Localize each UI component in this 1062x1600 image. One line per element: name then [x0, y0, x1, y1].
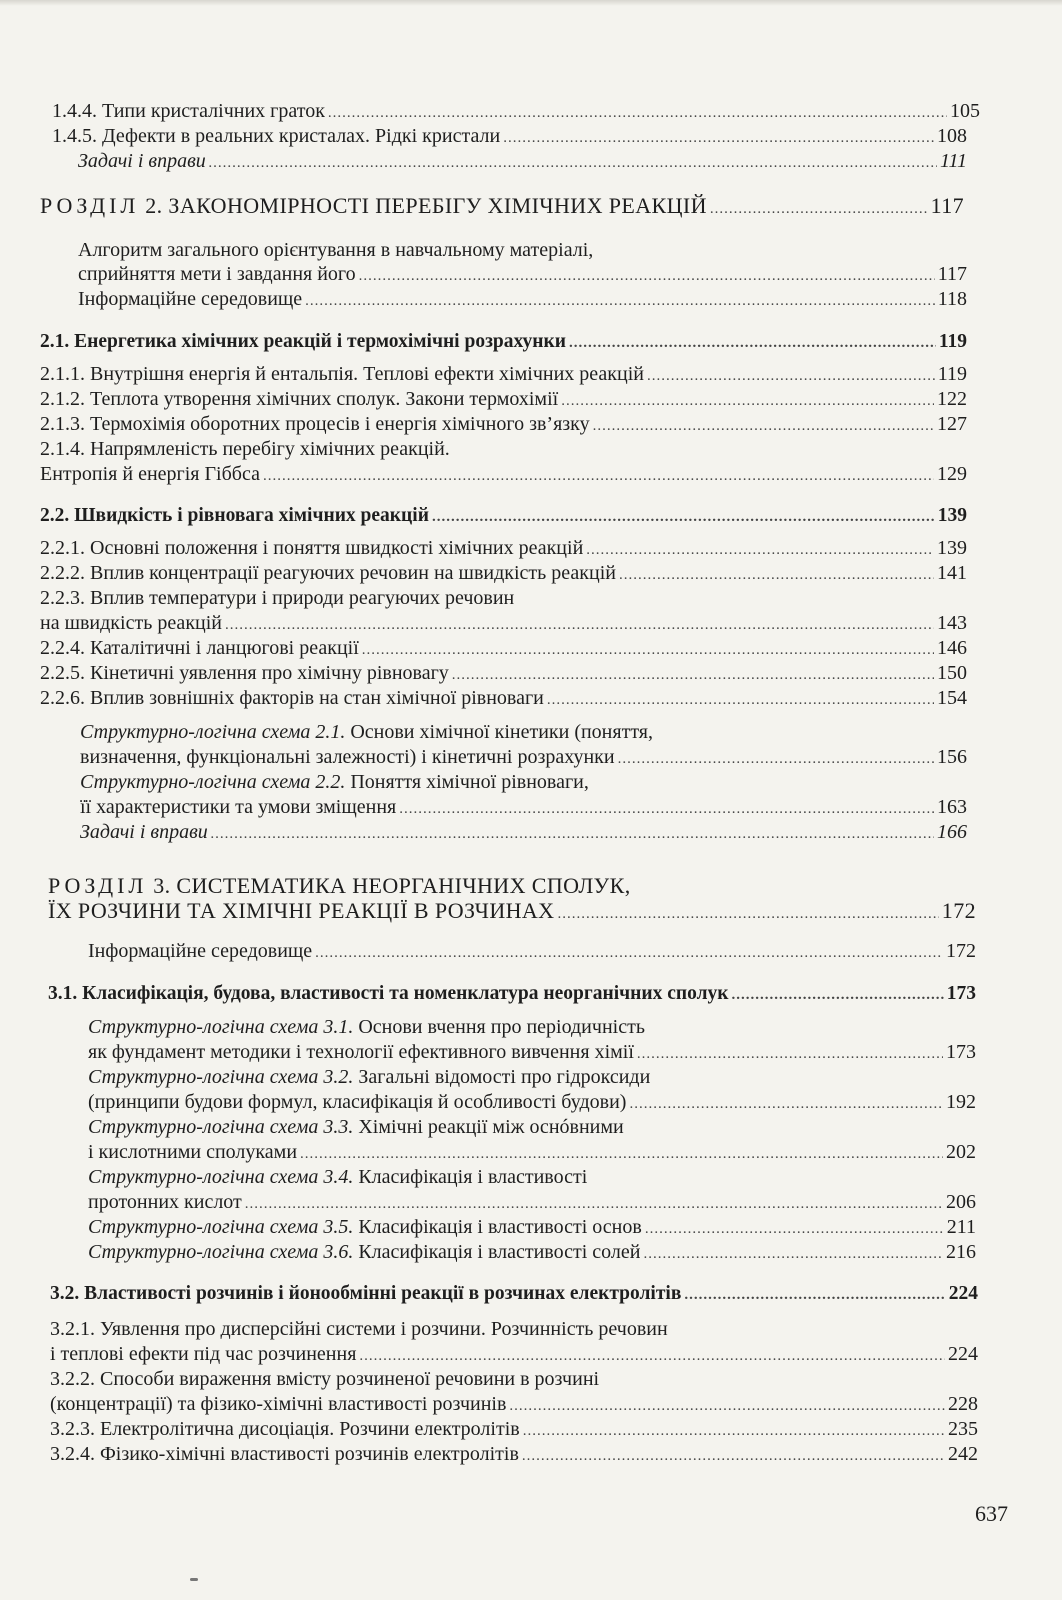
dot-leader: [561, 393, 934, 410]
entry-page: 146: [937, 637, 967, 659]
scheme-label: Структурно-логічна схема 3.3.: [88, 1116, 354, 1138]
toc-entry: [50, 1443, 978, 1466]
dot-leader: [557, 906, 938, 923]
entry-page: 150: [937, 662, 967, 684]
entry-line: [88, 1116, 624, 1139]
toc-entry: [40, 562, 967, 585]
entry-page: 235: [948, 1418, 978, 1440]
toc-entry: [50, 1418, 978, 1441]
section-heading: [40, 505, 967, 527]
entry-line: Алгоритм загального орієнтування в навчальному матеріалі,: [78, 239, 594, 261]
dot-leader: [211, 826, 934, 843]
entry-page: 172: [946, 940, 976, 962]
entry-line: [88, 1066, 650, 1089]
dot-leader: [209, 155, 937, 172]
toc-entry: [40, 612, 967, 635]
dot-leader: [619, 567, 934, 584]
dot-leader: [263, 468, 934, 485]
entry-title: Задачі і вправи: [80, 821, 208, 843]
section-heading: [48, 983, 976, 1005]
entry-title: 2.2.4. Каталітичні і ланцюгові реакції: [40, 637, 359, 659]
dot-leader: [432, 509, 935, 526]
toc-entry: [40, 413, 967, 436]
toc-entry: [88, 1191, 976, 1214]
entry-page: 216: [946, 1241, 976, 1263]
dot-leader: [399, 801, 934, 818]
dot-leader: [225, 617, 934, 634]
dot-leader: [359, 1348, 945, 1365]
scheme-title: Основи хімічної кінетики (поняття,: [350, 721, 653, 743]
entry-page: 172: [941, 898, 976, 923]
scheme-label: Структурно-логічна схема 3.6.: [88, 1241, 354, 1263]
entry-page: 173: [946, 983, 976, 1004]
entry-page: 192: [946, 1091, 976, 1113]
entry-page: 206: [946, 1191, 976, 1213]
entry-page: 108: [937, 125, 967, 147]
dot-leader: [328, 105, 947, 122]
toc-entry: [78, 263, 967, 286]
entry-page: 156: [937, 746, 967, 768]
dot-leader: [710, 201, 928, 218]
scheme-title: Загальні відомості про гідроксиди: [358, 1066, 651, 1088]
entry-line: [88, 1016, 645, 1039]
entry-page: 211: [946, 1216, 976, 1238]
entry-title: 2.1.3. Термохімія оборотних процесів і енергія хімічного зв’язку: [40, 413, 590, 435]
entry-page: 173: [946, 1041, 976, 1063]
entry-page: 127: [937, 413, 967, 435]
entry-title: Інформаційне середовище: [88, 940, 313, 962]
entry-page: 163: [937, 796, 967, 818]
chapter-heading: [48, 873, 631, 899]
entry-page: 122: [937, 388, 967, 410]
entry-line: [80, 721, 653, 744]
dot-leader: [645, 1221, 944, 1238]
entry-page: 139: [937, 537, 967, 559]
scheme-label: Структурно-логічна схема 3.1.: [88, 1016, 354, 1038]
entry-page: 119: [938, 331, 967, 352]
entry-line: 2.2.3. Вплив температури і природи реагуючих речовин: [40, 587, 515, 609]
toc-entry: [88, 1216, 976, 1239]
dot-leader: [362, 642, 934, 659]
entry-title: 2.2.2. Вплив концентрації реагуючих речовин на швидкість реакцій: [40, 562, 616, 584]
entry-title: Задачі і вправи: [78, 150, 206, 172]
toc-entry: [80, 746, 967, 769]
section-heading: [40, 331, 967, 353]
scheme-label: Структурно-логічна схема 2.1.: [80, 721, 346, 743]
toc-entry: [52, 125, 967, 148]
entry-title: 3.2.4. Фізико-хімічні властивості розчинів електролітів: [50, 1443, 519, 1465]
entry-title: її характеристики та умови зміщення: [80, 796, 397, 818]
dot-leader: [523, 1423, 945, 1440]
entry-page: 139: [937, 505, 967, 526]
dot-leader: [647, 368, 935, 385]
dot-leader: [569, 335, 936, 352]
entry-title: 3.1. Класифікація, будова, властивості та номенклатура неорганічних сполук: [48, 983, 729, 1004]
scheme-label: Структурно-логічна схема 3.2.: [88, 1066, 354, 1088]
dot-leader: [637, 1046, 943, 1063]
entry-title: 2.2.1. Основні положення і поняття швидкості хімічних реакцій: [40, 537, 584, 559]
section-heading: [50, 1283, 978, 1305]
entry-page: 118: [937, 288, 967, 310]
scheme-label: Структурно-логічна схема 2.2.: [80, 771, 346, 793]
chapter-title: 3. СИСТЕМАТИКА НЕОРГАНІЧНИХ СПОЛУК,: [153, 873, 631, 898]
chapter-title: 2. ЗАКОНОМІРНОСТІ ПЕРЕБІГУ ХІМІЧНИХ РЕАКЦІЙ: [145, 193, 707, 218]
entry-title: 2.1.1. Внутрішня енергія й ентальпія. Теплові ефекти хімічних реакцій: [40, 363, 644, 385]
entry-title: сприйняття мети і завдання його: [78, 263, 356, 285]
entry-title: і кислотними сполуками: [88, 1141, 298, 1163]
dot-leader: [509, 1398, 945, 1415]
entry-page: 242: [948, 1443, 978, 1465]
entry-title: 3.2.3. Електролітична дисоціація. Розчини електролітів: [50, 1418, 520, 1440]
toc-entry: [80, 796, 967, 819]
entry-title: (принципи будови формул, класифікація й особливості будови): [88, 1091, 627, 1113]
scheme-label: Структурно-логічна схема 3.4.: [88, 1166, 354, 1188]
dot-leader: [522, 1448, 945, 1465]
entry-title: 2.2.6. Вплив зовнішніх факторів на стан хімічної рівноваги: [40, 687, 544, 709]
scheme-label: Структурно-логічна схема 3.5.: [88, 1216, 354, 1238]
entry-title: як фундамент методики і технології ефективного вивчення хімії: [88, 1041, 634, 1063]
toc-entry: [80, 821, 967, 844]
dot-leader: [629, 1096, 943, 1113]
page-top-edge: [0, 0, 1062, 6]
chapter-label: РОЗДІЛ: [40, 193, 140, 218]
dot-leader: [593, 418, 934, 435]
page-number: 637: [975, 1501, 1008, 1526]
entry-title: (концентрації) та фізико-хімічні властивості розчинів: [50, 1393, 507, 1415]
toc-entry: [78, 288, 967, 311]
toc-entry: [88, 1141, 976, 1164]
entry-page: 111: [939, 150, 967, 172]
chapter-title: ЇХ РОЗЧИНИ ТА ХІМІЧНІ РЕАКЦІЇ В РОЗЧИНАХ: [48, 898, 555, 923]
toc-entry: [40, 687, 967, 710]
toc-entry: [40, 637, 967, 660]
dot-leader: [300, 1146, 943, 1163]
chapter-label: РОЗДІЛ: [48, 873, 148, 898]
toc-entry: [52, 100, 980, 123]
toc-entry: [40, 463, 967, 486]
dot-leader: [359, 268, 935, 285]
entry-title: протонних кислот: [88, 1191, 242, 1213]
entry-page: 117: [937, 263, 967, 285]
entry-page: 117: [930, 193, 964, 218]
toc-entry: [40, 363, 967, 386]
entry-title: Ентропія й енергія Гіббса: [40, 463, 260, 485]
toc-entry: [88, 1241, 976, 1264]
dot-leader: [305, 293, 935, 310]
entry-title: 2.2. Швидкість і рівновага хімічних реакцій: [40, 505, 429, 526]
dot-leader: [503, 130, 934, 147]
dot-leader: [684, 1287, 945, 1304]
entry-page: 154: [937, 687, 967, 709]
entry-title: на швидкість реакцій: [40, 612, 222, 634]
toc-entry: [88, 940, 976, 963]
scheme-title: Класифікація і властивості солей: [358, 1241, 641, 1263]
entry-line: 2.1.4. Напрямленість перебігу хімічних реакцій.: [40, 438, 450, 460]
dot-leader: [452, 667, 934, 684]
scheme-title: Поняття хімічної рівноваги,: [350, 771, 589, 793]
toc-entry: [40, 662, 967, 685]
dot-leader: [547, 692, 934, 709]
toc-entry: [78, 150, 967, 173]
toc-entry: [50, 1393, 978, 1416]
toc-entry: [50, 1343, 978, 1366]
dot-leader: [245, 1196, 943, 1213]
entry-page: 228: [948, 1393, 978, 1415]
entry-line: [88, 1166, 587, 1189]
entry-line: 3.2.2. Способи вираження вмісту розчиненої речовини в розчині: [50, 1368, 600, 1390]
scheme-title: Основи вчення про періодичність: [358, 1016, 645, 1038]
scheme-title: Класифікація і властивості основ: [358, 1216, 642, 1238]
entry-page: 129: [937, 463, 967, 485]
entry-title: і теплові ефекти під час розчинення: [50, 1343, 357, 1365]
chapter-heading: [48, 898, 976, 924]
entry-page: 202: [946, 1141, 976, 1163]
dot-leader: [315, 945, 943, 962]
paper-speck: [190, 1578, 198, 1581]
entry-page: 224: [948, 1283, 978, 1304]
dot-leader: [586, 542, 934, 559]
toc-entry: [40, 537, 967, 560]
entry-title: визначення, функціональні залежності) і кінетичні розрахунки: [80, 746, 615, 768]
entry-title: 2.1. Енергетика хімічних реакцій і термохімічні розрахунки: [40, 331, 566, 352]
scheme-title: Класифікація і властивості: [358, 1166, 588, 1188]
dot-leader: [618, 751, 934, 768]
entry-line: [80, 771, 589, 794]
entry-title: 2.1.2. Теплота утворення хімічних сполук. Закони термохімії: [40, 388, 559, 410]
toc-entry: [88, 1091, 976, 1114]
entry-page: 105: [950, 100, 980, 122]
chapter-heading: [40, 193, 964, 219]
dot-leader: [732, 987, 944, 1004]
entry-page: 224: [948, 1343, 978, 1365]
entry-title: 1.4.4. Типи кристалічних граток: [52, 100, 325, 122]
entry-page: 143: [937, 612, 967, 634]
dot-leader: [643, 1246, 943, 1263]
entry-page: 166: [937, 821, 967, 843]
entry-title: 1.4.5. Дефекти в реальних кристалах. Рідкі кристали: [52, 125, 501, 147]
entry-title: Інформаційне середовище: [78, 288, 303, 310]
entry-title: 2.2.5. Кінетичні уявлення про хімічну рівновагу: [40, 662, 449, 684]
entry-page: 119: [937, 363, 967, 385]
toc-entry: [88, 1041, 976, 1064]
toc-entry: [40, 388, 967, 411]
entry-line: 3.2.1. Уявлення про дисперсійні системи і розчини. Розчинність речовин: [50, 1318, 668, 1340]
entry-page: 141: [937, 562, 967, 584]
scheme-title: Хімічні реакції між оснóвними: [358, 1116, 624, 1138]
entry-title: 3.2. Властивості розчинів і йонообмінні реакції в розчинах електролітів: [50, 1283, 682, 1304]
